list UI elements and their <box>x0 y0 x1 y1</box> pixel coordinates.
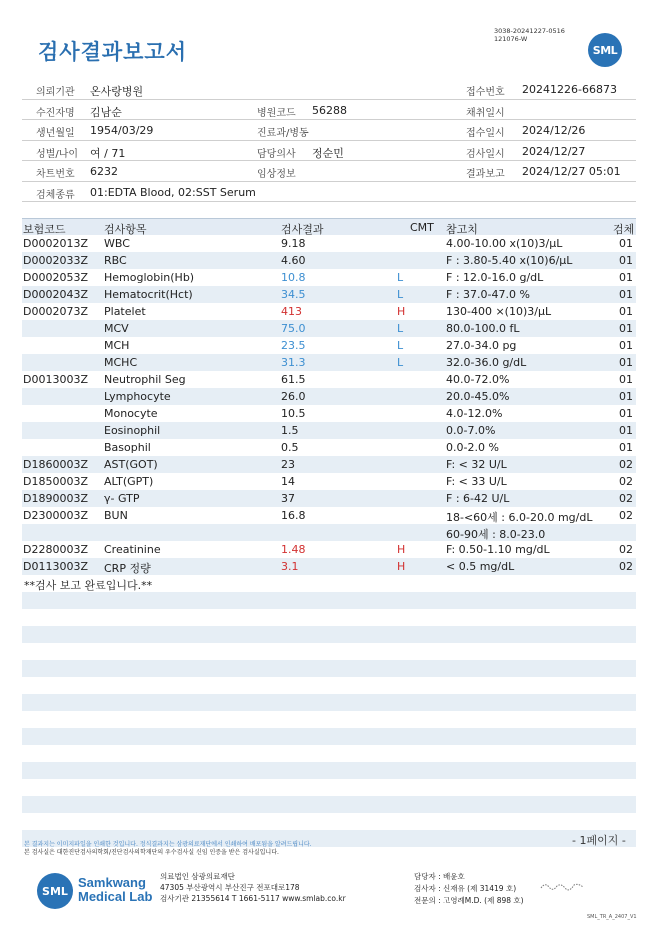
info-value: 20241226-66873 <box>522 83 617 96</box>
result-code: D1890003Z <box>23 492 88 505</box>
table-row <box>22 320 636 337</box>
empty-row <box>22 643 636 660</box>
result-item: MCV <box>104 322 129 335</box>
header-ref: 참고치 <box>446 223 478 236</box>
result-item: Lymphocyte <box>104 390 171 403</box>
result-value: 31.3 <box>281 356 306 369</box>
result-reference: 130-400 ×(10)3/μL <box>446 305 552 318</box>
info-label: 접수일시 <box>466 128 505 139</box>
disclaimer <box>24 841 312 857</box>
result-specimen: 01 <box>619 407 633 420</box>
result-code: D0002073Z <box>23 305 88 318</box>
result-reference: 27.0-34.0 pg <box>446 339 517 352</box>
table-row <box>22 252 636 269</box>
result-flag: L <box>397 322 404 335</box>
info-row <box>22 79 636 100</box>
result-specimen: 01 <box>619 271 633 284</box>
result-value: 10.8 <box>281 271 306 284</box>
result-value: 3.1 <box>281 560 299 573</box>
result-value: 14 <box>281 475 295 488</box>
table-row <box>22 541 636 558</box>
info-label: 성별/나이 <box>36 148 79 160</box>
empty-row <box>22 728 636 745</box>
result-specimen: 01 <box>619 390 633 403</box>
info-value: 1954/03/29 <box>90 124 154 137</box>
result-reference: F: 0.50-1.10 mg/dL <box>446 543 550 556</box>
org-contact: 검사기관 21355614 T 1661-5117 www.smlab.co.kr <box>160 894 346 903</box>
result-specimen: 01 <box>619 305 633 318</box>
table-row <box>22 524 636 541</box>
result-code: D2300003Z <box>23 509 88 522</box>
result-item: γ- GTP <box>104 492 140 505</box>
info-row <box>22 120 636 141</box>
info-row <box>22 161 636 182</box>
result-value: 37 <box>281 492 295 505</box>
result-item: Hematocrit(Hct) <box>104 288 193 301</box>
result-reference: 4.00-10.00 x(10)3/μL <box>446 237 563 250</box>
info-label: 검사일시 <box>466 148 505 160</box>
org-info <box>160 871 346 904</box>
header-item: 검사항목 <box>104 223 147 236</box>
result-item: Monocyte <box>104 407 158 420</box>
info-value: 정순민 <box>312 146 344 160</box>
result-value: 4.60 <box>281 254 306 267</box>
result-value: 23.5 <box>281 339 306 352</box>
result-specimen: 01 <box>619 356 633 369</box>
header-cmt: CMT <box>410 221 434 234</box>
empty-row <box>22 745 636 762</box>
result-reference: 20.0-45.0% <box>446 390 510 403</box>
info-label: 담당의사 <box>257 148 296 160</box>
result-item: Neutrophil Seg <box>104 373 186 386</box>
brand-name <box>78 876 152 904</box>
table-row <box>22 235 636 252</box>
result-code: D0002033Z <box>23 254 88 267</box>
result-specimen: 01 <box>619 322 633 335</box>
result-item: RBC <box>104 254 127 267</box>
result-flag: H <box>397 543 406 556</box>
table-row <box>22 286 636 303</box>
result-flag: L <box>397 356 404 369</box>
table-row <box>22 439 636 456</box>
footer-logo-icon: SML <box>37 873 73 909</box>
staff-tester: 검사자 : 신재유 (제 31419 호) <box>414 884 517 893</box>
result-value: 9.18 <box>281 237 306 250</box>
result-item: Creatinine <box>104 543 161 556</box>
empty-row <box>22 609 636 626</box>
table-row <box>22 371 636 388</box>
result-reference: F : 12.0-16.0 g/dL <box>446 271 544 284</box>
empty-row <box>22 592 636 609</box>
document-id <box>494 27 565 43</box>
info-label: 채취일시 <box>466 107 505 119</box>
staff-specialist: 전문의 : 고영례M.D. (제 898 호) <box>414 896 524 905</box>
header-code: 보험코드 <box>23 223 66 236</box>
result-reference: 80.0-100.0 fL <box>446 322 520 335</box>
sml-logo-icon: SML <box>588 33 622 67</box>
result-reference: 0.0-2.0 % <box>446 441 499 454</box>
result-item: AST(GOT) <box>104 458 158 471</box>
table-row <box>22 507 636 524</box>
result-flag: L <box>397 271 404 284</box>
patient-info-section <box>22 79 636 202</box>
result-specimen: 02 <box>619 509 633 522</box>
empty-row <box>22 762 636 779</box>
result-code: D2280003Z <box>23 543 88 556</box>
table-row <box>22 388 636 405</box>
result-item: MCH <box>104 339 130 352</box>
result-flag: H <box>397 305 406 318</box>
brand-line2: Medical Lab <box>78 889 153 904</box>
header-result: 검사결과 <box>281 223 324 236</box>
result-value: 0.5 <box>281 441 299 454</box>
result-value: 34.5 <box>281 288 306 301</box>
table-row <box>22 269 636 286</box>
result-specimen: 02 <box>619 458 633 471</box>
result-specimen: 01 <box>619 441 633 454</box>
document-id-line2: 121076-W <box>494 35 528 43</box>
empty-row <box>22 796 636 813</box>
completion-note: **검사 보고 완료입니다.** <box>24 579 153 592</box>
result-code: D1850003Z <box>23 475 88 488</box>
result-reference: F : 37.0-47.0 % <box>446 288 530 301</box>
result-specimen: 01 <box>619 254 633 267</box>
result-specimen: 01 <box>619 288 633 301</box>
result-code: D0113003Z <box>23 560 88 573</box>
table-row <box>22 405 636 422</box>
empty-row <box>22 711 636 728</box>
result-value: 1.48 <box>281 543 306 556</box>
info-label: 의뢰기관 <box>36 87 75 98</box>
info-value: 온사랑병원 <box>90 85 144 98</box>
result-code: D0002043Z <box>23 288 88 301</box>
result-specimen: 02 <box>619 492 633 505</box>
result-specimen: 02 <box>619 543 633 556</box>
result-item: CRP 정량 <box>104 562 151 575</box>
result-value: 26.0 <box>281 390 306 403</box>
info-row <box>22 100 636 121</box>
document-id-line1: 3038-20241227-0516 <box>494 27 565 35</box>
info-label: 수진자명 <box>36 107 75 119</box>
brand-line1: Samkwang <box>78 875 146 890</box>
info-label: 생년월일 <box>36 128 75 139</box>
result-code: D0002013Z <box>23 237 88 250</box>
empty-row <box>22 677 636 694</box>
result-value: 413 <box>281 305 302 318</box>
info-row <box>22 182 636 203</box>
result-reference: 18-<60세 : 6.0-20.0 mg/dL <box>446 511 593 524</box>
info-value: 2024/12/27 <box>522 144 586 158</box>
org-name: 의료법인 삼광의료재단 <box>160 872 235 881</box>
disclaimer-line2: 본 검사실은 대한진단검사의학회/진단검사의학재단의 우수검사실 신임 인증을 받은 검사실입니다. <box>24 849 279 856</box>
info-row <box>22 141 636 162</box>
result-specimen: 02 <box>619 560 633 573</box>
result-item: ALT(GPT) <box>104 475 154 488</box>
empty-row <box>22 813 636 830</box>
table-row <box>22 354 636 371</box>
result-item: Basophil <box>104 441 151 454</box>
staff-manager: 담당자 : 배윤호 <box>414 872 465 881</box>
result-item: Platelet <box>104 305 146 318</box>
info-label: 검체종류 <box>36 189 75 201</box>
result-item: WBC <box>104 237 130 250</box>
result-code: D0013003Z <box>23 373 88 386</box>
info-value: 김남순 <box>90 105 122 119</box>
header-specimen: 검체 <box>613 223 635 236</box>
info-value: 56288 <box>312 103 347 117</box>
result-value: 16.8 <box>281 509 306 522</box>
empty-row <box>22 660 636 677</box>
result-reference: F: < 33 U/L <box>446 475 507 488</box>
result-value: 10.5 <box>281 407 306 420</box>
disclaimer-line1: 본 결과지는 이미지파일을 인쇄한 것입니다. 정식결과지는 삼광의료재단에서 인쇄하여 배포됨을 알려드립니다. <box>24 841 312 848</box>
info-value: 6232 <box>90 165 118 178</box>
results-table <box>22 218 636 847</box>
result-reference: F : 3.80-5.40 x(10)6/μL <box>446 254 573 267</box>
result-reference: F : 6-42 U/L <box>446 492 510 505</box>
info-value: 여 / 71 <box>90 146 126 160</box>
result-value: 1.5 <box>281 424 299 437</box>
result-flag: H <box>397 560 406 573</box>
page-number: - 1페이지 - <box>572 834 626 847</box>
info-label: 결과보고 <box>466 169 505 180</box>
staff-info <box>414 871 524 907</box>
result-specimen: 01 <box>619 339 633 352</box>
result-reference: 4.0-12.0% <box>446 407 503 420</box>
empty-row <box>22 694 636 711</box>
results-header-row <box>22 218 636 235</box>
result-flag: L <box>397 288 404 301</box>
info-value: 01:EDTA Blood, 02:SST Serum <box>90 185 256 199</box>
result-code: D1860003Z <box>23 458 88 471</box>
info-value: 2024/12/27 05:01 <box>522 165 621 178</box>
result-reference: 0.0-7.0% <box>446 424 496 437</box>
empty-row <box>22 779 636 796</box>
info-label: 임상정보 <box>257 169 296 180</box>
result-value: 61.5 <box>281 373 306 386</box>
table-row <box>22 337 636 354</box>
info-label: 병원코드 <box>257 107 296 119</box>
empty-row <box>22 626 636 643</box>
result-code: D0002053Z <box>23 271 88 284</box>
table-row <box>22 456 636 473</box>
table-row <box>22 490 636 507</box>
info-label: 접수번호 <box>466 87 505 98</box>
info-label: 차트번호 <box>36 169 75 180</box>
signature-icon <box>540 880 584 892</box>
form-version: SML_TR_A_2407_V1 <box>587 914 637 920</box>
result-value: 75.0 <box>281 322 306 335</box>
table-row <box>22 558 636 575</box>
result-item: BUN <box>104 509 128 522</box>
table-row <box>22 303 636 320</box>
result-specimen: 02 <box>619 475 633 488</box>
result-reference: < 0.5 mg/dL <box>446 560 515 573</box>
result-reference: 32.0-36.0 g/dL <box>446 356 527 369</box>
result-reference: 60-90세 : 8.0-23.0 <box>446 528 546 541</box>
info-value: 2024/12/26 <box>522 124 586 137</box>
result-item: Hemoglobin(Hb) <box>104 271 195 284</box>
result-specimen: 01 <box>619 373 633 386</box>
org-address: 47305 부산광역시 부산진구 전포대로178 <box>160 883 300 892</box>
page-title: 검사결과보고서 <box>38 40 188 64</box>
info-label: 진료과/병동 <box>257 128 309 139</box>
result-specimen: 01 <box>619 237 633 250</box>
completion-row <box>22 575 636 592</box>
table-row <box>22 422 636 439</box>
result-value: 23 <box>281 458 295 471</box>
result-reference: F: < 32 U/L <box>446 458 507 471</box>
result-item: Eosinophil <box>104 424 161 437</box>
result-specimen: 01 <box>619 424 633 437</box>
table-row <box>22 473 636 490</box>
result-flag: L <box>397 339 404 352</box>
result-item: MCHC <box>104 356 138 369</box>
result-reference: 40.0-72.0% <box>446 373 510 386</box>
